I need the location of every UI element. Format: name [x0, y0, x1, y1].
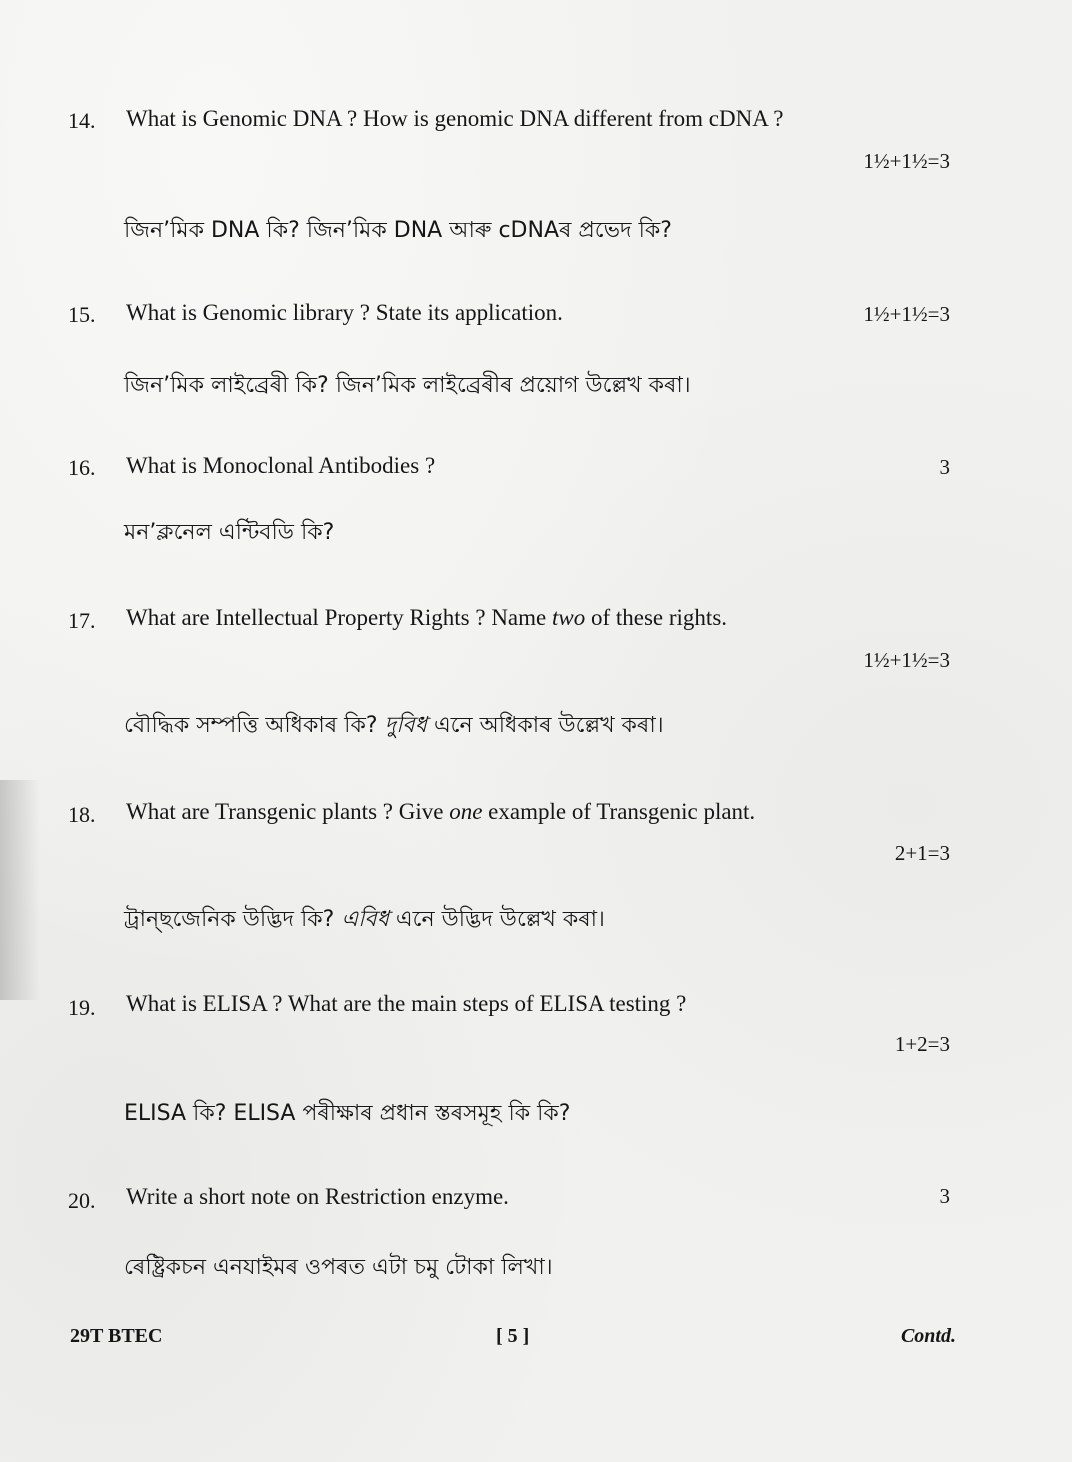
question-marks: 2+1=3 — [894, 841, 950, 865]
question-marks: 1½+1½=3 — [863, 648, 950, 672]
question-text-assamese: জিন’মিক DNA কি? জিন’মিক DNA আৰু cDNAৰ প্ৰভেদ কি? — [124, 218, 672, 243]
question-text-assamese: মন’ক্লনেল এন্টিবডি কি? — [124, 520, 335, 545]
assamese-part: এনে উদ্ভিদ উল্লেখ কৰা। — [388, 907, 605, 932]
scan-shadow — [0, 780, 40, 1000]
question-number: 20. — [68, 1188, 96, 1213]
page-number: [ 5 ] — [496, 1325, 530, 1347]
question-marks: 3 — [939, 455, 950, 479]
question-text-english: What is ELISA ? What are the main steps of ELISA testing ? — [126, 991, 687, 1016]
question-text-english: What is Genomic library ? State its application. — [126, 300, 563, 325]
question-text-assamese — [124, 902, 605, 939]
question-marks: 1+2=3 — [894, 1032, 950, 1056]
question-marks: 1½+1½=3 — [863, 302, 950, 326]
english-part: What are Transgenic plants ? Give — [126, 799, 450, 824]
assamese-part: বৌদ্ধিক সম্পত্তি অধিকাৰ কি? — [124, 713, 385, 738]
question-number: 16. — [68, 455, 96, 480]
english-part: example of Transgenic plant. — [482, 799, 756, 824]
continued-label: Contd. — [900, 1325, 956, 1347]
question-number: 19. — [68, 995, 96, 1020]
assamese-part: ট্ৰান্‌ছজেনিক উদ্ভিদ কি? — [124, 907, 342, 932]
question-text-assamese: জিন’মিক লাইব্ৰেৰী কি? জিন’মিক লাইব্ৰেৰীৰ প্ৰয়োগ উল্লেখ কৰা। — [124, 373, 691, 398]
question-text-assamese: ELISA কি? ELISA পৰীক্ষাৰ প্ৰধান স্তৰসমূহ কি কি? — [124, 1101, 571, 1126]
question-text-english: Write a short note on Restriction enzyme. — [126, 1184, 509, 1209]
question-text-assamese: ৰেষ্ট্ৰিকচন এনযাইমৰ ওপৰত এটা চমু টোকা লিখা। — [124, 1255, 553, 1280]
question-text-english: What is Monoclonal Antibodies ? — [126, 453, 436, 478]
question-marks: 3 — [939, 1184, 950, 1208]
question-text-assamese — [124, 708, 664, 745]
english-part: of these rights. — [585, 605, 728, 630]
english-emphasis: two — [551, 605, 586, 630]
question-text-english — [126, 799, 755, 825]
english-part: What are Intellectual Property Rights ? Name — [126, 605, 552, 630]
assamese-emphasis: দুবিধ — [384, 713, 427, 738]
paper-code: 29T BTEC — [70, 1325, 163, 1347]
question-marks: 1½+1½=3 — [863, 149, 950, 173]
assamese-emphasis: এবিধ — [341, 907, 389, 932]
question-number: 18. — [68, 802, 96, 827]
question-number: 14. — [68, 108, 96, 133]
question-text-english — [126, 605, 727, 631]
question-text-english: What is Genomic DNA ? How is genomic DNA different from cDNA ? — [126, 106, 784, 131]
question-number: 17. — [68, 608, 96, 633]
question-number: 15. — [68, 302, 96, 327]
english-emphasis: one — [449, 799, 483, 824]
assamese-part: এনে অধিকাৰ উল্লেখ কৰা। — [426, 713, 664, 738]
